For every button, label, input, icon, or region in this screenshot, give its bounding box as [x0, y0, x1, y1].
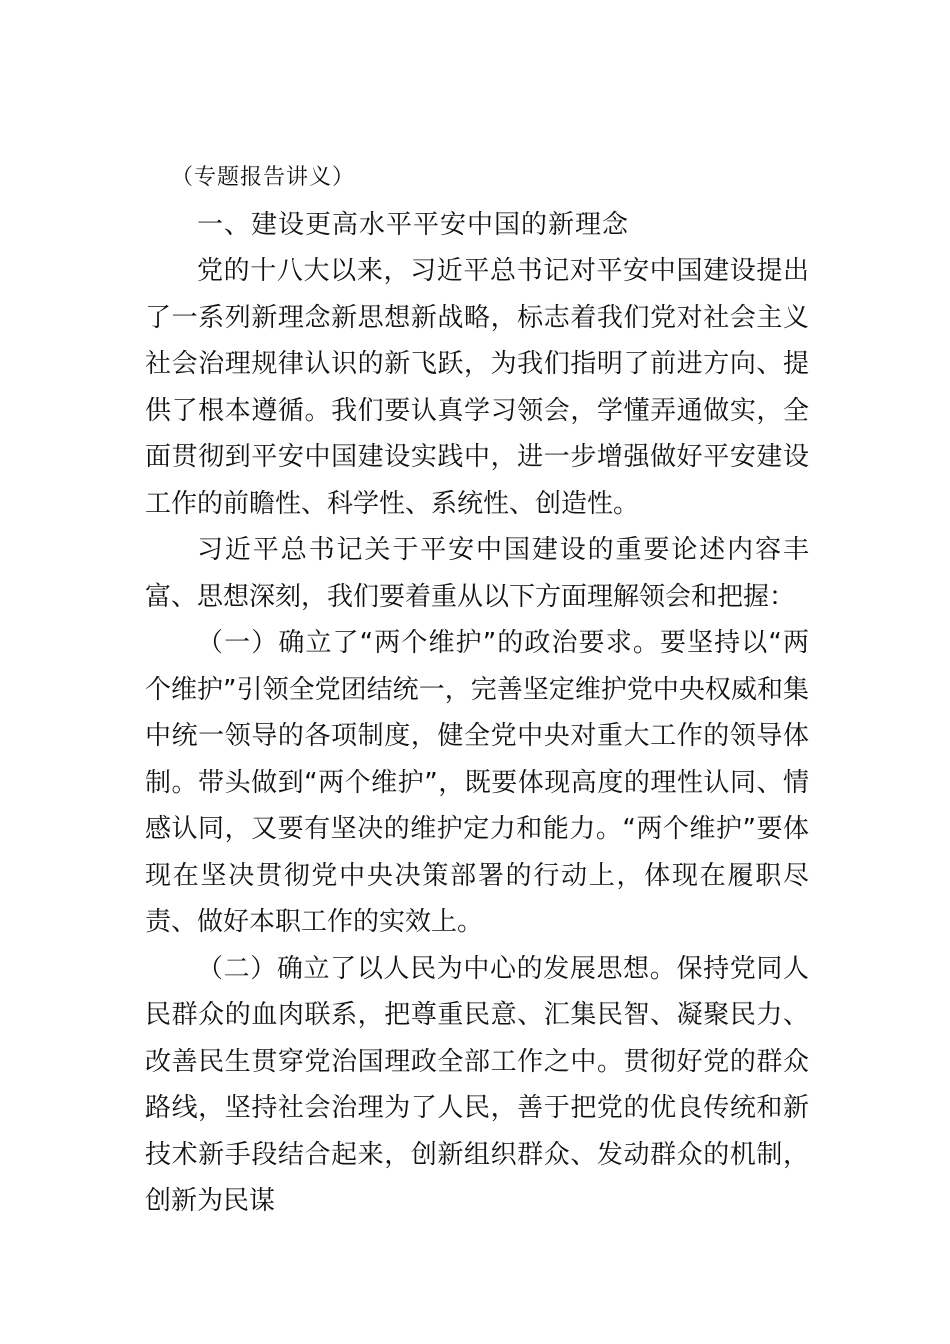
paragraph-intro: 党的十八大以来，习近平总书记对平安中国建设提出了一系列新理念新思想新战略，标志着我们党对社会主义社会治理规律认识的新飞跃，为我们指明了前进方向、提供了根本遵循。我们要认真学习领会，学懂弄通做实，全面贯彻到平安中国建设实践中，进一步增强做好平安建设工作的前瞻性、科学性、系统性、创造性。	[145, 256, 809, 519]
paragraph-point-two: （二）确立了以人民为中心的发展思想。保持党同人民群众的血肉联系，把尊重民意、汇集民智、凝聚民力、改善民生贯穿党治国理政全部工作之中。贯彻好党的群众路线，坚持社会治理为了人民，善于把党的优良传统和新技术新手段结合起来，创新组织群众、发动群众的机制，创新为民谋	[145, 953, 809, 1216]
section-heading: 一、建设更高水平平安中国的新理念	[197, 209, 630, 240]
document-body	[145, 155, 809, 1225]
paragraph-overview: 习近平总书记关于平安中国建设的重要论述内容丰富、思想深刻，我们要着重从以下方面理解领会和把握：	[145, 535, 809, 612]
document-subtitle: （专题报告讲义）	[171, 165, 356, 190]
paragraph-point-one: （一）确立了“两个维护”的政治要求。要坚持以“两个维护”引领全党团结统一，完善坚定维护党中央权威和集中统一领导的各项制度，健全党中央对重大工作的领导体制。带头做到“两个维护”，既要体现高度的理性认同、情感认同，又要有坚决的维护定力和能力。“两个维护”要体现在坚决贯彻党中央决策部署的行动上，体现在履职尽责、做好本职工作的实效上。	[145, 628, 809, 937]
